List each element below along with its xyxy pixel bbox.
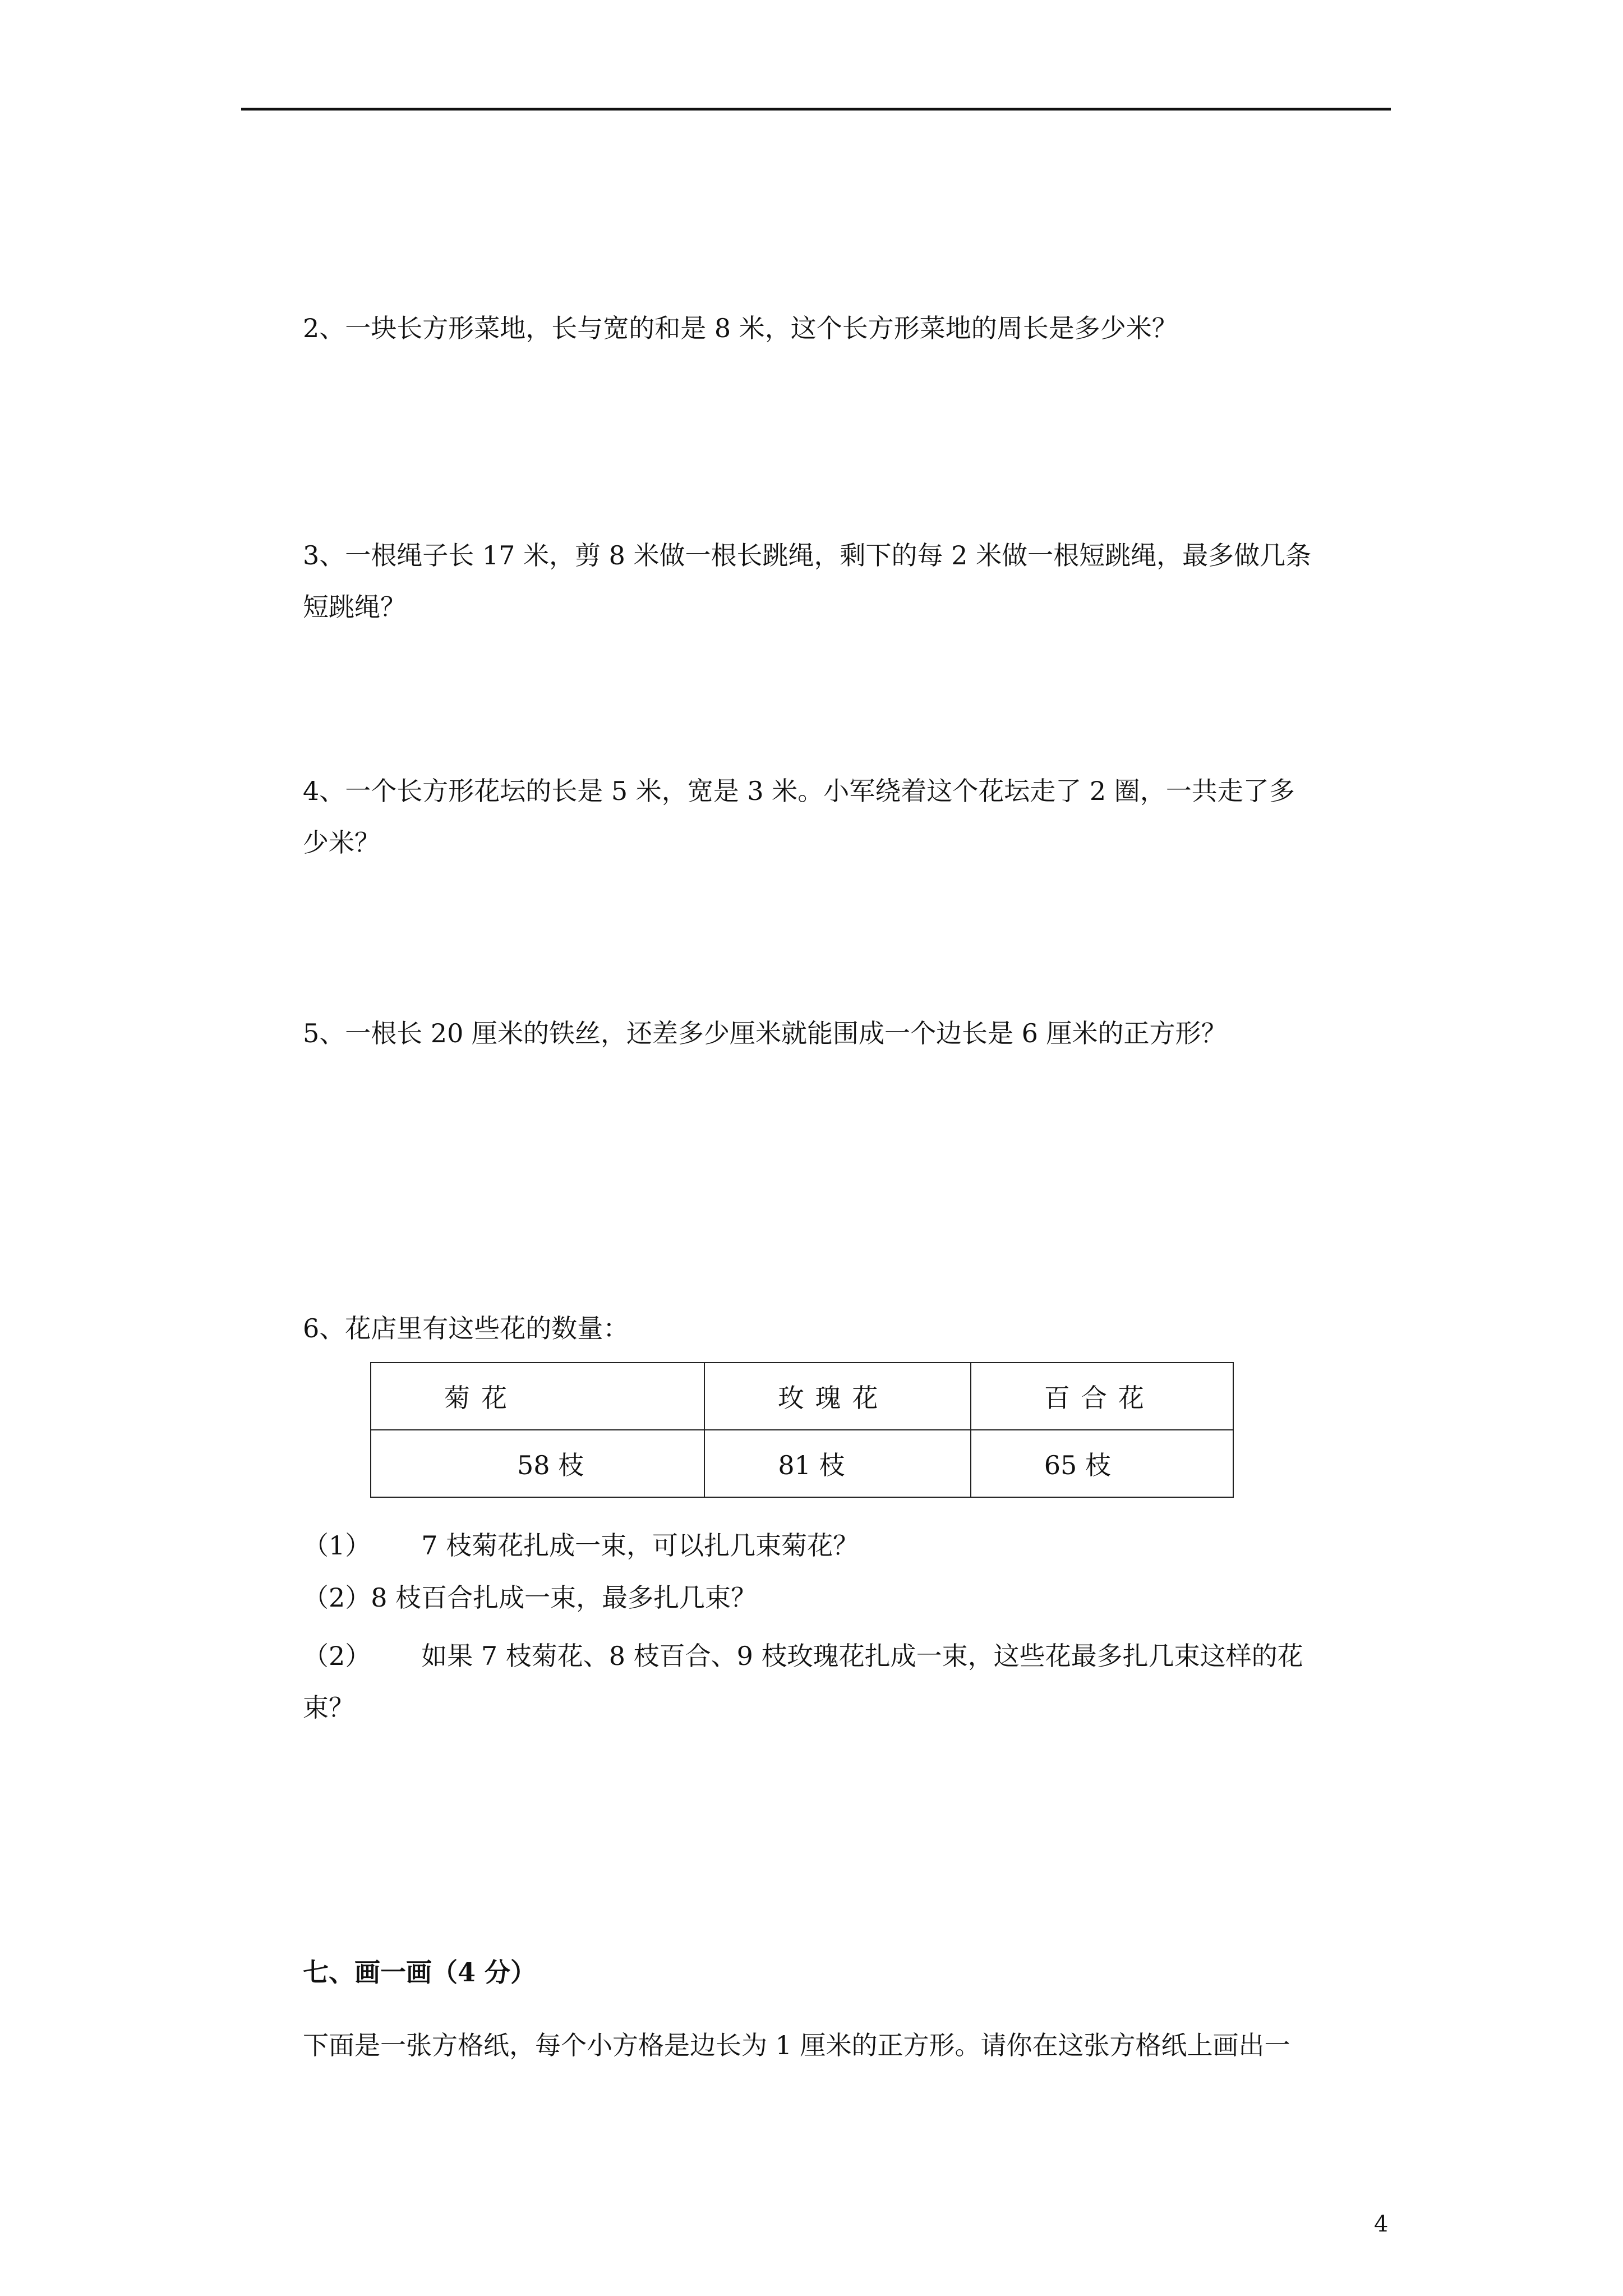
section-7-title: 七、画一画（4 分） bbox=[303, 1957, 537, 1987]
flower-count-table bbox=[370, 1362, 1234, 1498]
subquestion-3-line-2: 束？ bbox=[303, 1692, 354, 1723]
question-3-line-1: 3、一根绳子长 17 米，剪 8 米做一根长跳绳，剩下的每 2 米做一根短跳绳，最多做几条 bbox=[303, 540, 1312, 570]
value-rose: 81 枝 bbox=[704, 1430, 970, 1497]
header-lily: 百合花 bbox=[971, 1363, 1233, 1430]
page-number: 4 bbox=[1374, 2211, 1389, 2237]
question-5: 5、一根长 20 厘米的铁丝，还差多少厘米就能围成一个边长是 6 厘米的正方形？ bbox=[303, 1018, 1227, 1048]
question-4-line-1: 4、一个长方形花坛的长是 5 米，宽是 3 米。小军绕着这个花坛走了 2 圈，一共走了多 bbox=[303, 776, 1295, 806]
section-7-instruction: 下面是一张方格纸，每个小方格是边长为 1 厘米的正方形。请你在这张方格纸上画出一 bbox=[303, 2030, 1290, 2060]
header-rose: 玫瑰花 bbox=[704, 1363, 970, 1430]
value-lily: 65 枝 bbox=[971, 1430, 1233, 1497]
subquestion-2: （2）8 枝百合扎成一束，最多扎几束？ bbox=[303, 1582, 757, 1613]
subquestion-1-text: 7 枝菊花扎成一束，可以扎几束菊花？ bbox=[421, 1530, 859, 1561]
question-6-intro: 6、花店里有这些花的数量： bbox=[303, 1313, 629, 1343]
question-4-line-2: 少米？ bbox=[303, 827, 380, 858]
question-3-line-2: 短跳绳？ bbox=[303, 592, 406, 622]
subquestion-1-label: （1） bbox=[303, 1530, 371, 1561]
subquestion-1 bbox=[303, 1529, 859, 1562]
header-chrysanthemum: 菊花 bbox=[371, 1363, 704, 1430]
subquestion-3 bbox=[303, 1639, 1303, 1673]
table-header-row bbox=[371, 1363, 1233, 1430]
header-rule bbox=[241, 108, 1391, 111]
subquestion-3-label: （2） bbox=[303, 1641, 371, 1671]
subquestion-3-text: 如果 7 枝菊花、8 枝百合、9 枝玫瑰花扎成一束，这些花最多扎几束这样的花 bbox=[421, 1641, 1303, 1671]
table-value-row bbox=[371, 1430, 1233, 1497]
question-2: 2、一块长方形菜地，长与宽的和是 8 米，这个长方形菜地的周长是多少米？ bbox=[303, 313, 1178, 343]
value-chrysanthemum: 58 枝 bbox=[371, 1430, 704, 1497]
